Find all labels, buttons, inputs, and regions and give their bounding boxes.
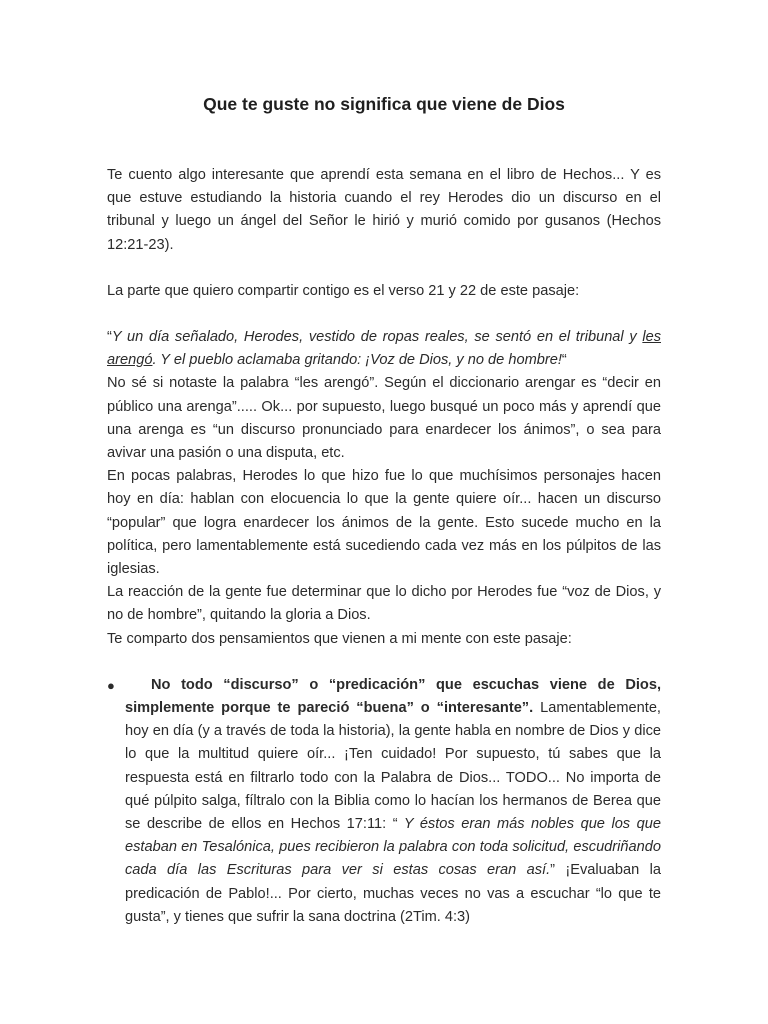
list-item bbox=[107, 674, 661, 929]
quote-close-mark: “ bbox=[561, 352, 567, 369]
paragraph-definition: No sé si notaste la palabra “les arengó”. Según el diccionario arengar es “decir en público una arenga”..... Ok... por supuesto, luego busqué un poco más y aprendí que una arenga es “un discurso pronunciado para enardecer los ánimos”, o sea para avivar una pasión o una disputa, etc. bbox=[107, 375, 661, 462]
paragraph-intro: Te cuento algo interesante que aprendí esta semana en el libro de Hechos... Y es que estuve estudiando la historia cuando el rey Herodes dio un discurso en el tribunal y luego un ángel del Señor le hirió y murió comido por gusanos (Hechos 12:21-23). bbox=[107, 167, 661, 253]
bullet-text-part-1: Lamentablemente, hoy en día (y a través de toda la historia), la gente habla en nombre de Dios y dice lo que la multitud quiere oír... ¡Ten cuidado! Por supuesto, tú sabes que la respuesta está en filtrarlo todo con la Palabra de Dios... TODO... No importa de qué púlpito salga, fíltralo con la Biblia como lo hacían los hermanos de Berea que se describe de ellos en Hechos 17:11: “ bbox=[125, 700, 661, 833]
quote-text-part-1: Y un día señalado, Herodes, vestido de ropas reales, se sentó en el tribunal y bbox=[111, 329, 643, 346]
scripture-quote bbox=[107, 326, 661, 372]
quote-underlined-phrase: les arengó bbox=[107, 329, 661, 369]
document-body bbox=[107, 164, 661, 929]
quote-text-part-2: . Y el pueblo aclamaba gritando: ¡Voz de Dios, y no de hombre! bbox=[152, 352, 562, 369]
bullet-bold-lead: No todo “discurso” o “predicación” que escuchas viene de Dios, simplemente porque te pareció “buena” o “interesante”. bbox=[125, 676, 661, 717]
paragraph-herodes: En pocas palabras, Herodes lo que hizo fue lo que muchísimos personajes hacen hoy en día: hablan con elocuencia lo que la gente quiere oír... hacen un discurso “popular” que logra enardecer los ánimos de la gente. Esto sucede mucho en la política, pero lamentablemente está sucediendo cada vez más en los púlpitos de las iglesias. bbox=[107, 468, 661, 578]
bullet-text-part-2: ” ¡Evaluaban la predicación de Pablo!... Por cierto, muchas veces no vas a escuchar “lo que te gusta”, y tienes que sufrir la sana doctrina (2Tim. 4:3) bbox=[125, 862, 661, 925]
paragraph-verses: La parte que quiero compartir contigo es el verso 21 y 22 de este pasaje: bbox=[107, 282, 580, 299]
quote-open-mark: “ bbox=[107, 329, 112, 346]
paragraph-reaction: La reacción de la gente fue determinar que lo dicho por Herodes fue “voz de Dios, y no de hombre”, quitando la gloria a Dios. bbox=[107, 584, 661, 624]
document-title: Que te guste no significa que viene de Dios bbox=[203, 94, 565, 114]
bullet-icon: ● bbox=[107, 677, 115, 693]
paragraph-thoughts-intro: Te comparto dos pensamientos que vienen a mi mente con este pasaje: bbox=[107, 630, 572, 647]
bullet-quote-italic: Y éstos eran más nobles que los que estaban en Tesalónica, pues recibieron la palabra con toda solicitud, escudriñando cada día las Escrituras para ver si estas cosas eran así. bbox=[125, 816, 661, 879]
